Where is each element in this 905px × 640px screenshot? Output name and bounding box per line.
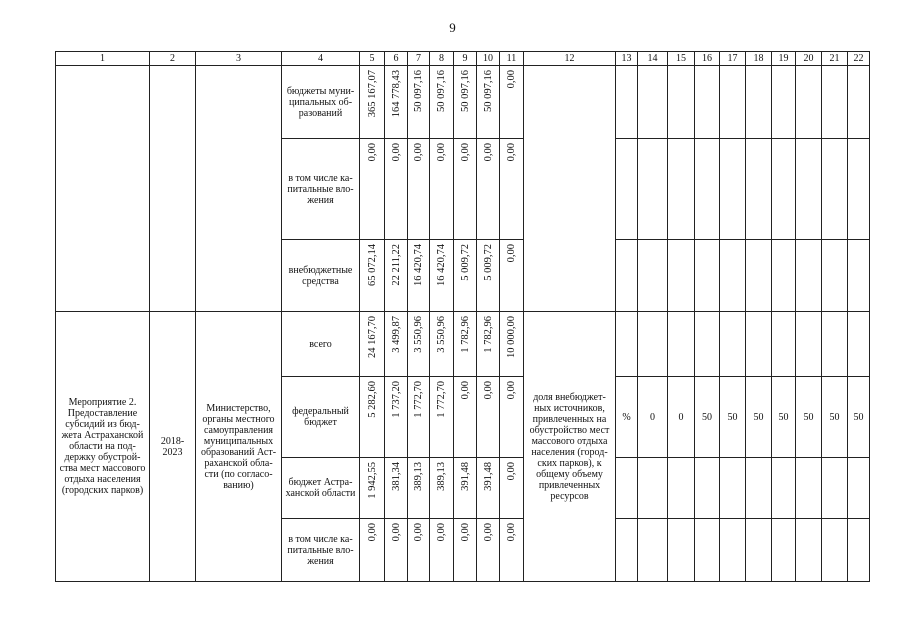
header-cell: 6	[385, 52, 408, 66]
value-text: 0,00	[506, 70, 517, 89]
value-cell	[477, 139, 500, 240]
empty-cell	[746, 139, 772, 240]
header-cell: 16	[695, 52, 720, 66]
empty-cell	[796, 458, 822, 519]
header-cell: 2	[150, 52, 196, 66]
value-text: 1 782,96	[459, 316, 471, 353]
header-cell: 13	[616, 52, 638, 66]
value-text: 0,00	[506, 244, 517, 263]
empty-cell	[796, 66, 822, 139]
value-text: 381,34	[390, 462, 402, 491]
indicator-value: 0	[668, 377, 695, 458]
table-row	[56, 66, 870, 139]
value-text: 24 167,70	[366, 316, 378, 358]
empty-cell	[616, 519, 638, 582]
header-cell: 1	[56, 52, 150, 66]
value-text: 0,00	[459, 523, 471, 542]
empty-cell	[695, 240, 720, 312]
value-cell	[385, 519, 408, 582]
value-text: 3 499,87	[390, 316, 402, 353]
empty-cell	[668, 519, 695, 582]
value-text: 0,00	[413, 143, 424, 162]
empty-cell	[822, 519, 848, 582]
value-cell	[408, 139, 430, 240]
value-text: 164 778,43	[390, 70, 402, 118]
empty-cell	[848, 312, 870, 377]
empty-cell	[772, 240, 796, 312]
value-cell	[454, 519, 477, 582]
header-cell: 10	[477, 52, 500, 66]
empty-cell	[668, 312, 695, 377]
value-text: 0,00	[390, 143, 402, 162]
empty-cell	[796, 312, 822, 377]
value-text: 0,00	[436, 143, 447, 162]
value-cell	[360, 312, 385, 377]
value-cell	[477, 66, 500, 139]
empty-cell	[746, 458, 772, 519]
value-text: 389,13	[436, 462, 447, 491]
indicator-value: 50	[822, 377, 848, 458]
value-text: 0,00	[459, 381, 471, 400]
value-cell	[500, 66, 524, 139]
empty-cell	[56, 66, 150, 312]
value-text: 0,00	[459, 143, 471, 162]
empty-cell	[822, 240, 848, 312]
source-label: федеральный бюджет	[282, 377, 360, 458]
empty-cell	[695, 312, 720, 377]
value-cell	[408, 312, 430, 377]
header-cell: 14	[638, 52, 668, 66]
value-cell	[430, 139, 454, 240]
value-cell	[360, 139, 385, 240]
page-number: 9	[449, 20, 456, 35]
value-cell	[500, 139, 524, 240]
value-text: 0,00	[506, 523, 517, 542]
empty-cell	[772, 312, 796, 377]
empty-cell	[772, 139, 796, 240]
value-cell	[430, 377, 454, 458]
value-text: 1 772,70	[436, 381, 447, 418]
empty-cell	[772, 458, 796, 519]
indicator-value: 50	[796, 377, 822, 458]
value-cell	[360, 66, 385, 139]
unit-cell: %	[616, 377, 638, 458]
header-cell: 18	[746, 52, 772, 66]
indicator-value: 50	[695, 377, 720, 458]
empty-cell	[720, 240, 746, 312]
empty-cell	[616, 139, 638, 240]
value-text: 1 772,70	[413, 381, 424, 418]
value-text: 22 211,22	[390, 244, 402, 286]
header-cell: 12	[524, 52, 616, 66]
value-cell	[477, 377, 500, 458]
value-text: 5 009,72	[482, 244, 494, 281]
value-text: 50 097,16	[459, 70, 471, 112]
indicator-value: 0	[638, 377, 668, 458]
source-label: внебюджетные средства	[282, 240, 360, 312]
indicator-value: 50	[848, 377, 870, 458]
indicator-value: 50	[720, 377, 746, 458]
empty-cell	[196, 66, 282, 312]
empty-cell	[638, 66, 668, 139]
value-text: 5 282,60	[366, 381, 378, 418]
header-cell: 3	[196, 52, 282, 66]
value-text: 0,00	[482, 523, 494, 542]
empty-cell	[616, 240, 638, 312]
value-text: 16 420,74	[413, 244, 424, 286]
empty-cell	[668, 66, 695, 139]
value-text: 5 009,72	[459, 244, 471, 281]
value-text: 3 550,96	[413, 316, 424, 353]
budget-table	[55, 51, 870, 582]
empty-cell	[616, 312, 638, 377]
value-cell	[360, 519, 385, 582]
source-label: бюджеты муни-ципальных об-разований	[282, 66, 360, 139]
empty-cell	[695, 66, 720, 139]
header-cell: 11	[500, 52, 524, 66]
empty-cell	[746, 519, 772, 582]
value-text: 50 097,16	[482, 70, 494, 112]
value-text: 3 550,96	[436, 316, 447, 353]
value-text: 0,00	[482, 143, 494, 162]
value-text: 0,00	[436, 523, 447, 542]
value-cell	[385, 240, 408, 312]
empty-cell	[746, 240, 772, 312]
value-text: 0,00	[390, 523, 402, 542]
value-text: 1 782,96	[482, 316, 494, 353]
empty-cell	[746, 312, 772, 377]
empty-cell	[638, 240, 668, 312]
empty-cell	[720, 519, 746, 582]
value-cell	[408, 519, 430, 582]
measure-name: Мероприятие 2. Предоставление субсидий из бюд-жета Астраханской области на под-держку обустрой-ства мест массового отдыха населения (городских парков)	[56, 312, 150, 582]
value-text: 365 167,07	[366, 70, 378, 118]
empty-cell	[848, 66, 870, 139]
empty-cell	[772, 66, 796, 139]
value-cell	[408, 377, 430, 458]
value-cell	[500, 377, 524, 458]
empty-cell	[695, 519, 720, 582]
empty-cell	[616, 66, 638, 139]
empty-cell	[720, 139, 746, 240]
header-cell: 19	[772, 52, 796, 66]
value-cell	[360, 458, 385, 519]
empty-cell	[848, 458, 870, 519]
source-label: бюджет Астра-ханской области	[282, 458, 360, 519]
empty-cell	[638, 458, 668, 519]
empty-cell	[822, 458, 848, 519]
header-cell: 7	[408, 52, 430, 66]
empty-cell	[772, 519, 796, 582]
value-cell	[408, 458, 430, 519]
header-cell: 8	[430, 52, 454, 66]
empty-cell	[822, 312, 848, 377]
empty-cell	[746, 66, 772, 139]
value-cell	[454, 458, 477, 519]
value-cell	[385, 377, 408, 458]
empty-cell	[638, 519, 668, 582]
value-text: 0,00	[366, 143, 378, 162]
value-cell	[385, 66, 408, 139]
header-cell: 20	[796, 52, 822, 66]
empty-cell	[668, 139, 695, 240]
value-cell	[430, 312, 454, 377]
executor: Министерство, органы местного самоуправления муниципальных образований Аст-раханской обла-сти (по согласо-ванию)	[196, 312, 282, 582]
value-text: 50 097,16	[413, 70, 424, 112]
value-text: 0,00	[506, 143, 517, 162]
value-text: 16 420,74	[436, 244, 447, 286]
source-label: в том числе ка-питальные вло-жения	[282, 519, 360, 582]
value-cell	[385, 458, 408, 519]
header-cell: 9	[454, 52, 477, 66]
indicator-name: доля внебюджет-ных источников, привлеченных на обустройство мест массового отдыха населения (город-ских парков), к общему объему привлеченных ресурсов	[524, 312, 616, 582]
value-text: 10 000,00	[506, 316, 517, 358]
value-text: 65 072,14	[366, 244, 378, 286]
empty-cell	[848, 240, 870, 312]
value-cell	[385, 139, 408, 240]
value-text: 1 942,55	[366, 462, 378, 499]
value-text: 0,00	[366, 523, 378, 542]
empty-cell	[720, 66, 746, 139]
value-cell	[454, 66, 477, 139]
value-cell	[430, 240, 454, 312]
value-cell	[477, 240, 500, 312]
value-cell	[454, 240, 477, 312]
empty-cell	[796, 240, 822, 312]
value-cell	[454, 139, 477, 240]
empty-cell	[848, 139, 870, 240]
header-cell: 15	[668, 52, 695, 66]
value-cell	[500, 519, 524, 582]
header-cell: 5	[360, 52, 385, 66]
value-text: 1 737,20	[390, 381, 402, 418]
table-row	[56, 312, 870, 377]
header-cell: 22	[848, 52, 870, 66]
indicator-value: 50	[772, 377, 796, 458]
header-row	[56, 52, 870, 66]
empty-cell	[822, 139, 848, 240]
empty-cell	[720, 458, 746, 519]
empty-cell	[616, 458, 638, 519]
empty-cell	[668, 458, 695, 519]
value-cell	[408, 240, 430, 312]
source-label: всего	[282, 312, 360, 377]
empty-cell	[695, 458, 720, 519]
value-text: 0,00	[506, 381, 517, 400]
value-text: 0,00	[506, 462, 517, 481]
empty-cell	[822, 66, 848, 139]
empty-cell	[695, 139, 720, 240]
value-cell	[408, 66, 430, 139]
empty-cell	[796, 139, 822, 240]
value-cell	[500, 240, 524, 312]
empty-cell	[668, 240, 695, 312]
value-text: 391,48	[482, 462, 494, 491]
value-cell	[500, 312, 524, 377]
value-text: 389,13	[413, 462, 424, 491]
value-cell	[454, 377, 477, 458]
value-text: 0,00	[482, 381, 494, 400]
empty-cell	[638, 312, 668, 377]
header-cell: 21	[822, 52, 848, 66]
header-cell: 4	[282, 52, 360, 66]
value-text: 0,00	[413, 523, 424, 542]
value-cell	[360, 377, 385, 458]
empty-cell	[150, 66, 196, 312]
value-cell	[430, 66, 454, 139]
value-cell	[477, 312, 500, 377]
value-cell	[430, 519, 454, 582]
empty-cell	[796, 519, 822, 582]
source-label: в том числе ка-питальные вло-жения	[282, 139, 360, 240]
empty-cell	[524, 66, 616, 312]
value-text: 50 097,16	[436, 70, 447, 112]
empty-cell	[720, 312, 746, 377]
header-cell: 17	[720, 52, 746, 66]
value-cell	[385, 312, 408, 377]
empty-cell	[638, 139, 668, 240]
period: 2018-2023	[150, 312, 196, 582]
value-cell	[360, 240, 385, 312]
value-cell	[477, 519, 500, 582]
value-cell	[454, 312, 477, 377]
indicator-value: 50	[746, 377, 772, 458]
value-cell	[477, 458, 500, 519]
value-text: 391,48	[459, 462, 471, 491]
empty-cell	[848, 519, 870, 582]
value-cell	[430, 458, 454, 519]
value-cell	[500, 458, 524, 519]
